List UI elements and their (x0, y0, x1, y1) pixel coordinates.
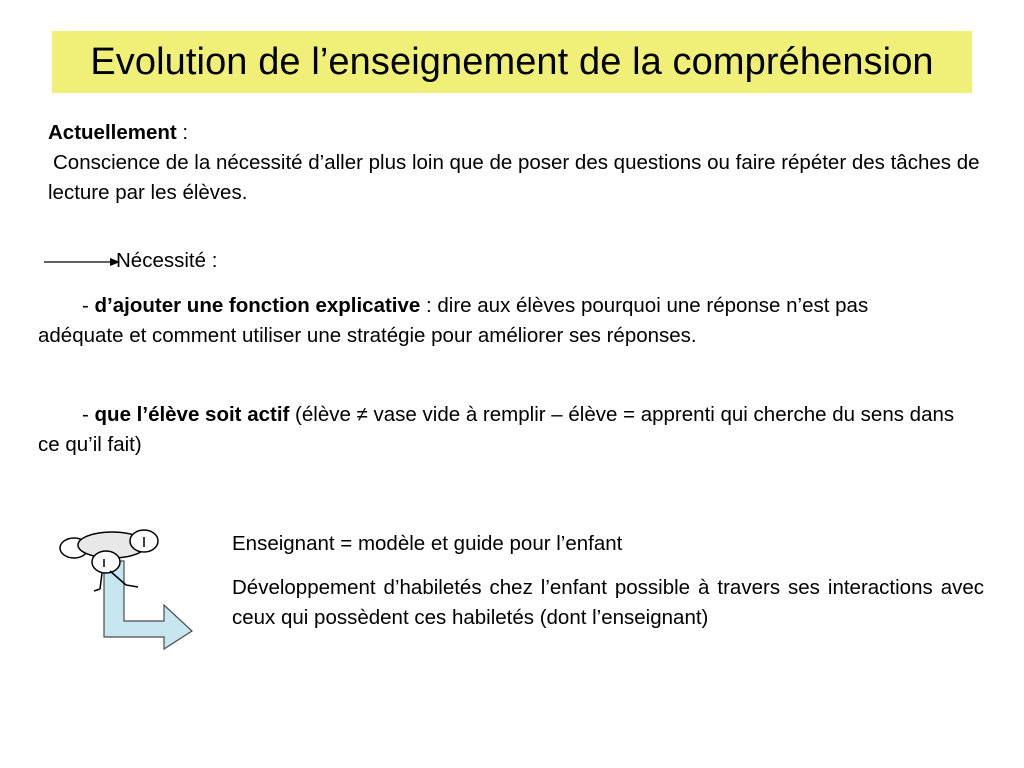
point1-dash: - (82, 294, 95, 317)
actuellement-body: Conscience de la nécessité d’aller plus loin que de poser des questions ou faire répéter des tâches de lecture par les élèves. (48, 151, 980, 204)
point2-text: (élève ≠ vase vide à remplir – élève = apprenti qui cherche du sens dans ce qu’il fait) (38, 403, 955, 456)
point1-bold: d’ajouter une fonction explicative (94, 294, 421, 317)
point-eleve-actif (38, 400, 968, 460)
developpement-paragraph: Développement d’habiletés chez l’enfant possible à travers ses interactions avec ceux qui possèdent ces habiletés (dont l’enseignant) (232, 576, 984, 629)
point2-dash: - (82, 403, 95, 426)
point1-text: : dire aux élèves pourquoi une réponse n’est pas adéquate et comment utiliser une stratégie pour améliorer ses réponses. (38, 294, 869, 347)
point-fonction-explicative (38, 291, 938, 351)
title-banner (52, 31, 972, 93)
actuellement-block (48, 118, 988, 208)
necessite-label: Nécessité : (116, 249, 218, 272)
page-title: Evolution de l’enseignement de la compréhension (90, 40, 934, 83)
turn-arrow-icon (104, 561, 192, 649)
figure-illustration (54, 521, 214, 651)
point2-bold: que l’élève soit actif (94, 403, 290, 426)
actuellement-heading: Actuellement (48, 121, 177, 144)
actuellement-colon: : (176, 121, 189, 144)
arrow-right-icon (44, 254, 122, 270)
enseignant-line: Enseignant = modèle et guide pour l’enfant (232, 532, 623, 555)
